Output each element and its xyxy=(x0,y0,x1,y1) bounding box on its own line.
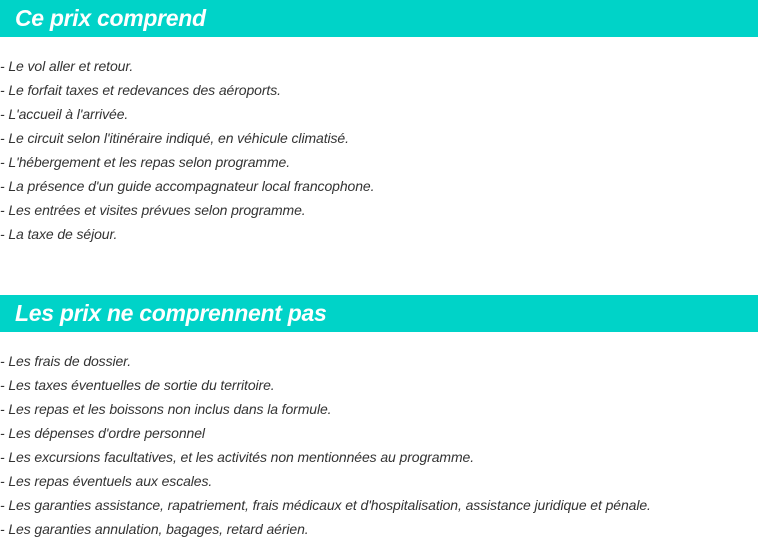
list-item: - Les dépenses d'ordre personnel xyxy=(0,425,205,441)
section-title-excludes: Les prix ne comprennent pas xyxy=(0,295,758,332)
list-item: - Les taxes éventuelles de sortie du territoire. xyxy=(0,377,275,393)
list-item: - Les repas éventuels aux escales. xyxy=(0,473,213,489)
list-item: - La taxe de séjour. xyxy=(0,226,118,242)
includes-list xyxy=(0,54,374,246)
section-title-includes: Ce prix comprend xyxy=(0,0,758,37)
list-item: - Les garanties assistance, rapatriement, frais médicaux et d'hospitalisation, assistance juridique et pénale. xyxy=(0,497,651,513)
list-item: - Les frais de dossier. xyxy=(0,353,132,369)
list-item: - Le circuit selon l'itinéraire indiqué, en véhicule climatisé. xyxy=(0,130,349,146)
list-item: - Les excursions facultatives, et les activités non mentionnées au programme. xyxy=(0,449,474,465)
list-item: - Les entrées et visites prévues selon programme. xyxy=(0,202,306,218)
excludes-list xyxy=(0,349,651,541)
list-item: - Les garanties annulation, bagages, retard aérien. xyxy=(0,521,309,537)
list-item: - La présence d'un guide accompagnateur local francophone. xyxy=(0,178,375,194)
list-item: - Le vol aller et retour. xyxy=(0,58,134,74)
list-item: - L'accueil à l'arrivée. xyxy=(0,106,129,122)
list-item: - L'hébergement et les repas selon programme. xyxy=(0,154,290,170)
list-item: - Les repas et les boissons non inclus dans la formule. xyxy=(0,401,332,417)
list-item: - Le forfait taxes et redevances des aéroports. xyxy=(0,82,281,98)
